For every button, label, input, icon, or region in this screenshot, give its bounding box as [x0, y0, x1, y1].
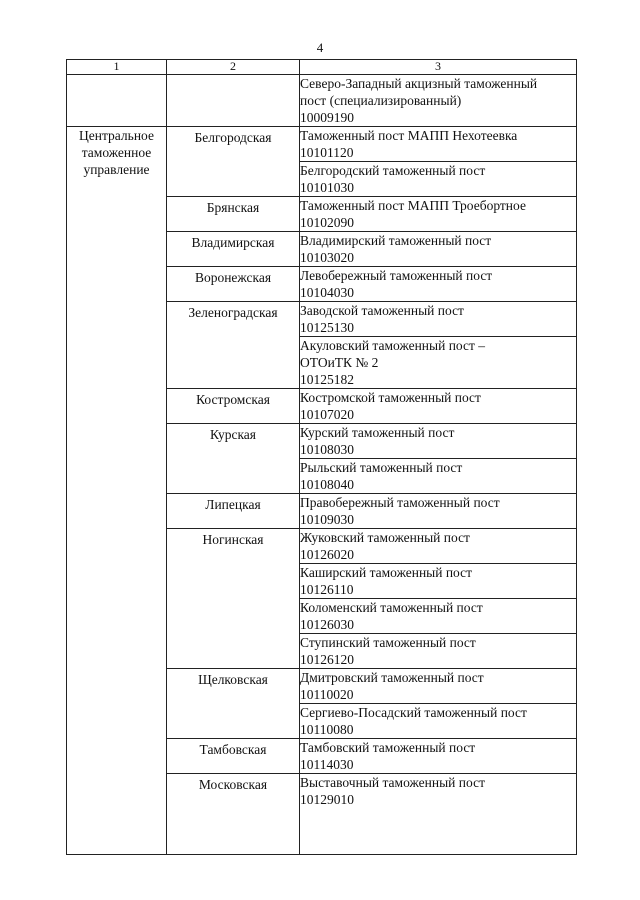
- administration-line: Центральное: [79, 128, 154, 143]
- region-cell: [167, 302, 300, 389]
- entry-line: 10108040: [300, 477, 354, 492]
- customs-post-entry: [300, 669, 577, 704]
- entry-line: Жуковский таможенный пост: [300, 530, 470, 545]
- table-row: [67, 127, 577, 162]
- region-name: Белгородская: [194, 130, 272, 145]
- region-name: Тамбовская: [199, 742, 267, 757]
- customs-post-entry: [300, 739, 577, 774]
- continuation-row: [67, 75, 577, 127]
- entry-line: Белгородский таможенный пост: [300, 163, 486, 178]
- entry-line: 10101030: [300, 180, 354, 195]
- entry-line: 10108030: [300, 442, 354, 457]
- entry-line: Северо-Западный акцизный таможенный: [300, 76, 538, 91]
- entry-line: 10126020: [300, 547, 354, 562]
- region-cell: [167, 494, 300, 529]
- region-cell: [167, 669, 300, 739]
- entry-line: Сергиево-Посадский таможенный пост: [300, 705, 527, 720]
- entry-line: ОТОиТК № 2: [300, 355, 379, 370]
- customs-post-entry: [300, 197, 577, 232]
- region-cell: [167, 389, 300, 424]
- customs-posts-table: [66, 59, 577, 855]
- region-name: Московская: [198, 777, 268, 792]
- entry-line: Таможенный пост МАПП Нехотеевка: [300, 128, 518, 143]
- entry-line: 10110080: [300, 722, 354, 737]
- customs-post-entry: [300, 704, 577, 739]
- entry-line: 10129010: [300, 792, 354, 807]
- customs-post-entry: [300, 459, 577, 494]
- entry-line: 10107020: [300, 407, 354, 422]
- region-cell-empty: [167, 75, 300, 127]
- entry-line: 10109030: [300, 512, 354, 527]
- header-row: [67, 60, 577, 75]
- region-cell: [167, 424, 300, 494]
- region-name: Щелковская: [198, 672, 268, 687]
- entry-line: Костромской таможенный пост: [300, 390, 481, 405]
- column-header-3: 3: [300, 60, 577, 75]
- region-name: Ногинская: [202, 532, 264, 547]
- customs-post-entry: [300, 162, 577, 197]
- entry-line: 10125130: [300, 320, 354, 335]
- entry-line: 10009190: [300, 110, 354, 125]
- entry-line: 10126110: [300, 582, 354, 597]
- region-name: Владимирская: [191, 235, 275, 250]
- column-header-2: 2: [167, 60, 300, 75]
- region-name: Брянская: [206, 200, 260, 215]
- region-cell: [167, 267, 300, 302]
- customs-post-entry: [300, 424, 577, 459]
- customs-post-entry: [300, 232, 577, 267]
- entry-line: Курский таможенный пост: [300, 425, 455, 440]
- entry-line: Левобережный таможенный пост: [300, 268, 493, 283]
- entry-line: Акуловский таможенный пост –: [300, 338, 486, 353]
- entry-line: Таможенный пост МАПП Троебортное: [300, 198, 526, 213]
- administration-line: таможенное: [81, 145, 152, 160]
- customs-post-entry: [300, 634, 577, 669]
- customs-post-entry: [300, 389, 577, 424]
- entry-line: Рыльский таможенный пост: [300, 460, 463, 475]
- region-cell: [167, 529, 300, 669]
- customs-post-entry: [300, 529, 577, 564]
- entry-line: Правобережный таможенный пост: [300, 495, 500, 510]
- entry-line: Заводской таможенный пост: [300, 303, 464, 318]
- region-name: Костромская: [196, 392, 270, 407]
- entry-line: 10125182: [300, 372, 354, 387]
- entry-line: 10104030: [300, 285, 354, 300]
- entry-line: Коломенский таможенный пост: [300, 600, 483, 615]
- customs-post-entry: [300, 494, 577, 529]
- admin-cell-empty: [67, 75, 167, 127]
- region-name: Воронежская: [194, 270, 272, 285]
- region-name: Липецкая: [205, 497, 261, 512]
- customs-post-entry: [300, 127, 577, 162]
- region-cell: [167, 127, 300, 197]
- entry-line: Ступинский таможенный пост: [300, 635, 476, 650]
- entry-line: 10101120: [300, 145, 354, 160]
- customs-post-entry: [300, 774, 577, 855]
- region-cell: [167, 774, 300, 855]
- entry-line: Дмитровский таможенный пост: [300, 670, 484, 685]
- region-name: Зеленоградская: [188, 305, 278, 320]
- entry-line: пост (специализированный): [300, 93, 462, 108]
- customs-post-entry: [300, 302, 577, 337]
- customs-post-entry: [300, 267, 577, 302]
- customs-post-entry: [300, 337, 577, 389]
- entry-line: Владимирский таможенный пост: [300, 233, 492, 248]
- region-cell: [167, 739, 300, 774]
- entry-line: 10103020: [300, 250, 354, 265]
- entry-line: 10102090: [300, 215, 354, 230]
- customs-post-entry: [300, 599, 577, 634]
- entry-line: 10126030: [300, 617, 354, 632]
- entry-line: Выставочный таможенный пост: [300, 775, 485, 790]
- entry-line: 10110020: [300, 687, 354, 702]
- entry-line: 10126120: [300, 652, 354, 667]
- entry-line: Тамбовский таможенный пост: [300, 740, 476, 755]
- region-cell: [167, 232, 300, 267]
- administration-line: управление: [83, 162, 150, 177]
- page-number: 4: [316, 40, 324, 55]
- customs-post-entry: [300, 75, 577, 127]
- region-name: Курская: [209, 427, 257, 442]
- customs-administration-cell: [67, 127, 167, 855]
- region-cell: [167, 197, 300, 232]
- column-header-1: 1: [67, 60, 167, 75]
- customs-post-entry: [300, 564, 577, 599]
- entry-line: 10114030: [300, 757, 354, 772]
- entry-line: Каширский таможенный пост: [300, 565, 473, 580]
